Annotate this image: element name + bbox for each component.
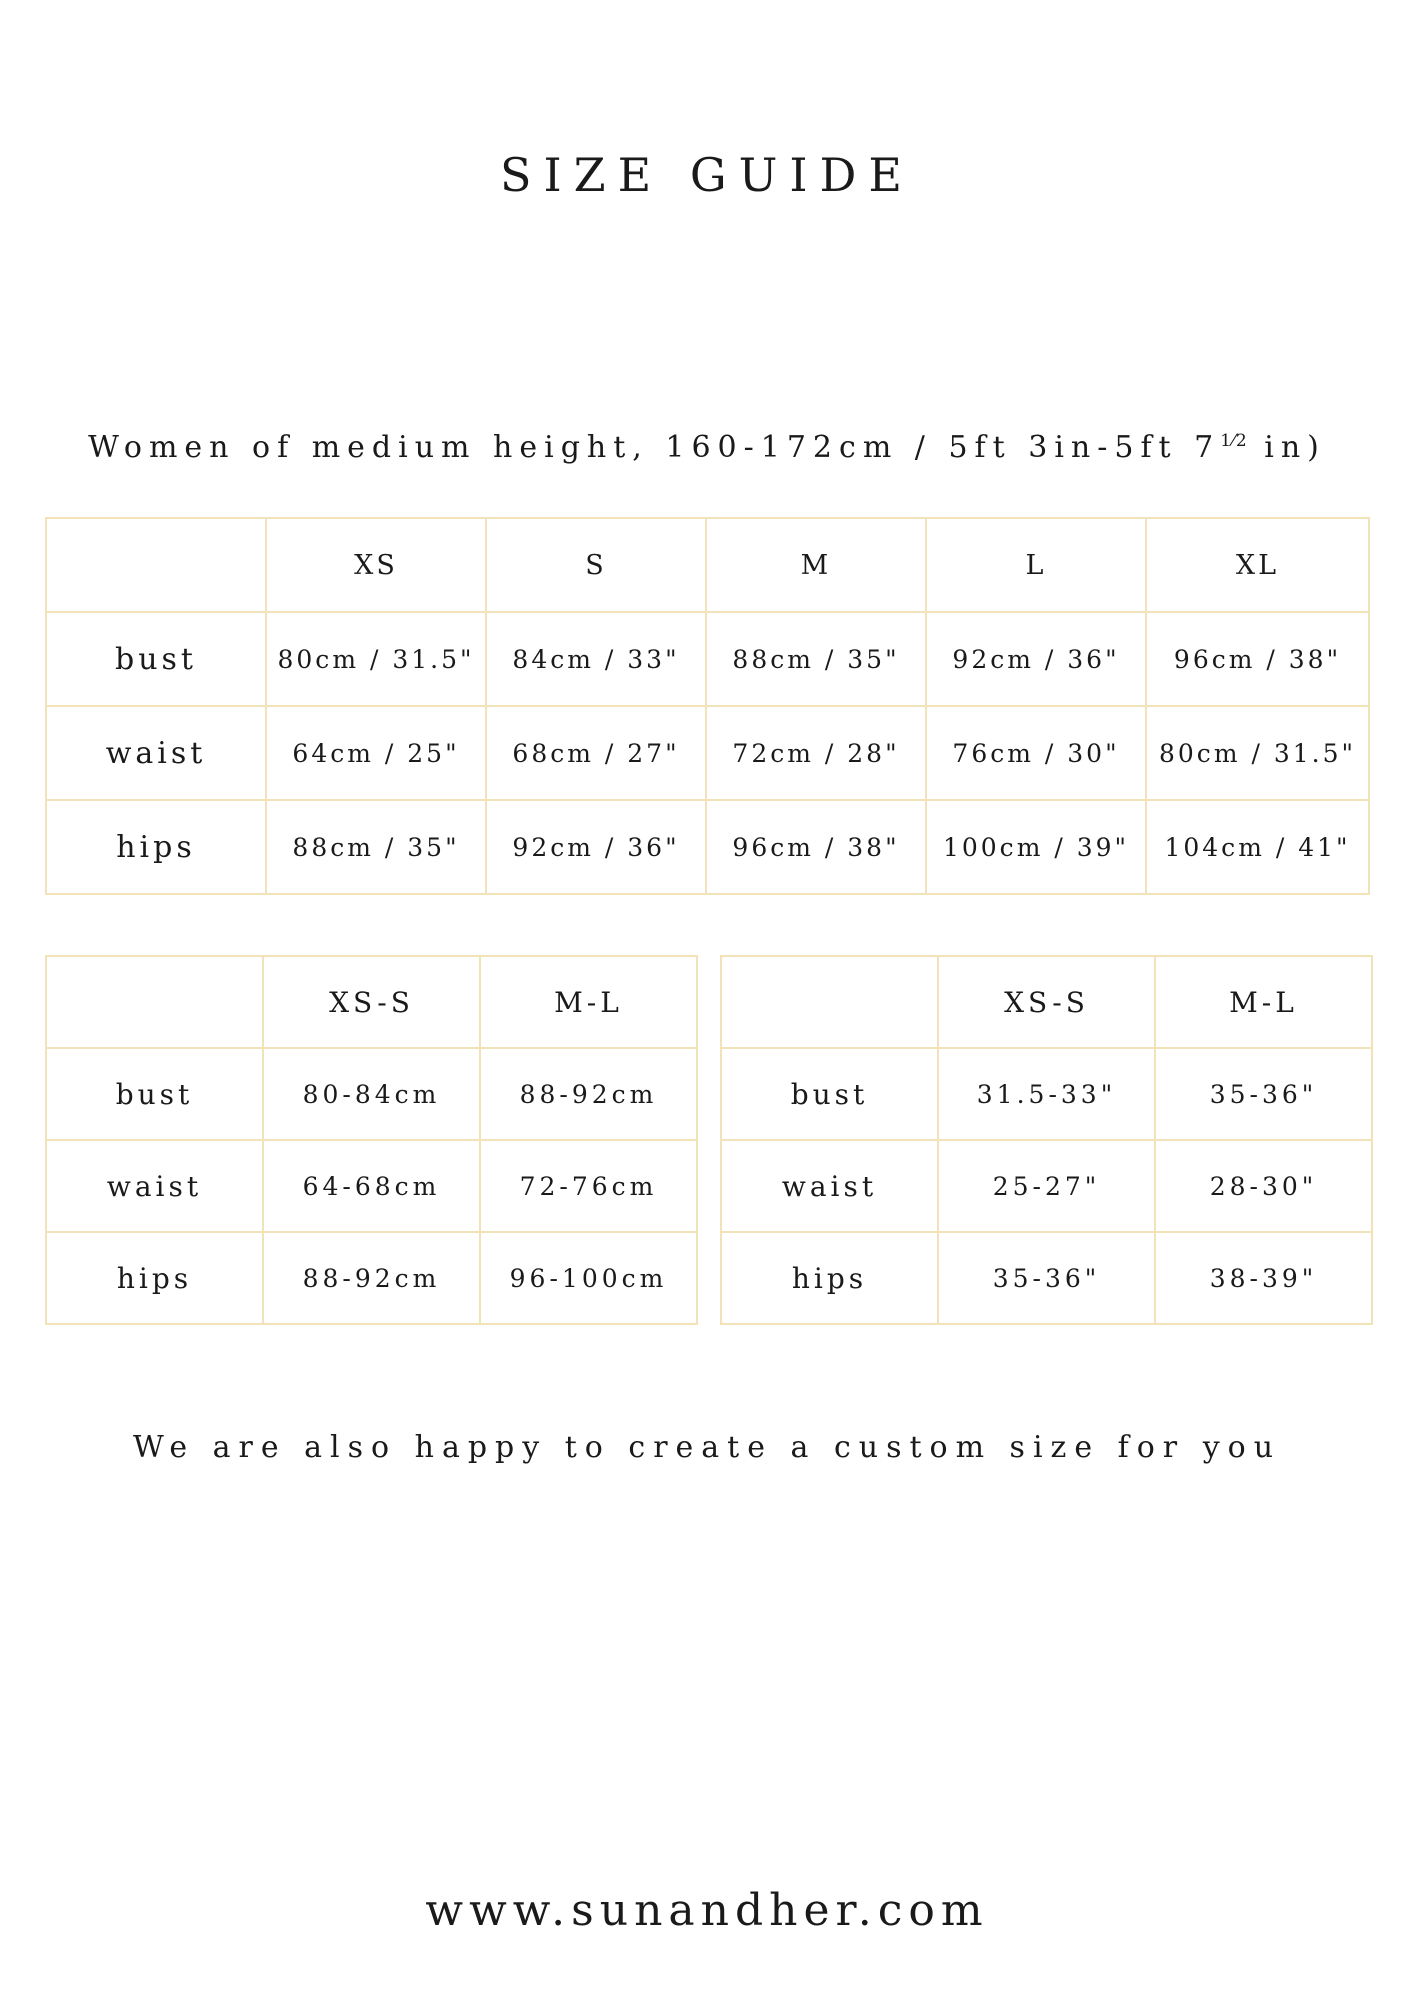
header-cell-empty: [46, 956, 263, 1048]
table-cell: 64cm / 25": [266, 706, 486, 800]
table-cell: 96cm / 38": [706, 800, 926, 894]
table-cell: 72cm / 28": [706, 706, 926, 800]
table-cell: 84cm / 33": [486, 612, 706, 706]
header-cell-m-l: M-L: [480, 956, 697, 1048]
table-row: [46, 1048, 697, 1140]
table-row: [46, 1232, 697, 1324]
table-header-row: [46, 956, 697, 1048]
table-cell: 35-36": [938, 1232, 1155, 1324]
table-header-row: [46, 518, 1369, 612]
row-label-waist: waist: [721, 1140, 938, 1232]
table-cell: 64-68cm: [263, 1140, 480, 1232]
subtitle-text: Women of medium height, 160-172cm / 5ft 3in-5ft 7: [88, 430, 1221, 465]
row-label-hips: hips: [46, 1232, 263, 1324]
header-cell-m: M: [706, 518, 926, 612]
table-row: [721, 1140, 1372, 1232]
table-cell: 92cm / 36": [926, 612, 1146, 706]
table-row: [46, 706, 1369, 800]
header-cell-l: L: [926, 518, 1146, 612]
row-label-waist: waist: [46, 1140, 263, 1232]
header-cell-s: S: [486, 518, 706, 612]
table-cell: 92cm / 36": [486, 800, 706, 894]
subtitle-suffix: in): [1247, 430, 1326, 465]
table-cell: 100cm / 39": [926, 800, 1146, 894]
table-cell: 76cm / 30": [926, 706, 1146, 800]
header-cell-empty: [46, 518, 266, 612]
table-row: [721, 1232, 1372, 1324]
header-cell-xs-s: XS-S: [938, 956, 1155, 1048]
row-label-bust: bust: [46, 1048, 263, 1140]
table-cell: 88-92cm: [263, 1232, 480, 1324]
header-cell-xs-s: XS-S: [263, 956, 480, 1048]
table-row: [721, 1048, 1372, 1140]
header-cell-xs: XS: [266, 518, 486, 612]
table-cell: 80cm / 31.5": [1146, 706, 1369, 800]
subtitle: [0, 430, 1414, 465]
table-cell: 96cm / 38": [1146, 612, 1369, 706]
header-cell-xl: XL: [1146, 518, 1369, 612]
table-cell: 25-27": [938, 1140, 1155, 1232]
header-cell-empty: [721, 956, 938, 1048]
table-cell: 68cm / 27": [486, 706, 706, 800]
row-label-waist: waist: [46, 706, 266, 800]
header-cell-m-l: M-L: [1155, 956, 1372, 1048]
page-title: SIZE GUIDE: [500, 148, 914, 202]
table-cell: 38-39": [1155, 1232, 1372, 1324]
table-cell: 35-36": [1155, 1048, 1372, 1140]
table-cell: 80-84cm: [263, 1048, 480, 1140]
table-cell: 88cm / 35": [706, 612, 926, 706]
row-label-hips: hips: [46, 800, 266, 894]
table-cell: 88cm / 35": [266, 800, 486, 894]
table-cell: 28-30": [1155, 1140, 1372, 1232]
custom-size-note: We are also happy to create a custom size for you: [132, 1430, 1282, 1465]
size-table-main: [45, 517, 1370, 895]
table-cell: 104cm / 41": [1146, 800, 1369, 894]
table-cell: 31.5-33": [938, 1048, 1155, 1140]
row-label-bust: bust: [46, 612, 266, 706]
table-cell: 96-100cm: [480, 1232, 697, 1324]
table-cell: 80cm / 31.5": [266, 612, 486, 706]
table-row: [46, 800, 1369, 894]
website-url: www.sunandher.com: [425, 1885, 989, 1936]
row-label-bust: bust: [721, 1048, 938, 1140]
size-table-inches: [720, 955, 1373, 1325]
table-header-row: [721, 956, 1372, 1048]
subtitle-fraction: 1⁄2: [1220, 431, 1248, 451]
table-cell: 88-92cm: [480, 1048, 697, 1140]
table-row: [46, 612, 1369, 706]
table-cell: 72-76cm: [480, 1140, 697, 1232]
size-table-cm: [45, 955, 698, 1325]
row-label-hips: hips: [721, 1232, 938, 1324]
table-row: [46, 1140, 697, 1232]
